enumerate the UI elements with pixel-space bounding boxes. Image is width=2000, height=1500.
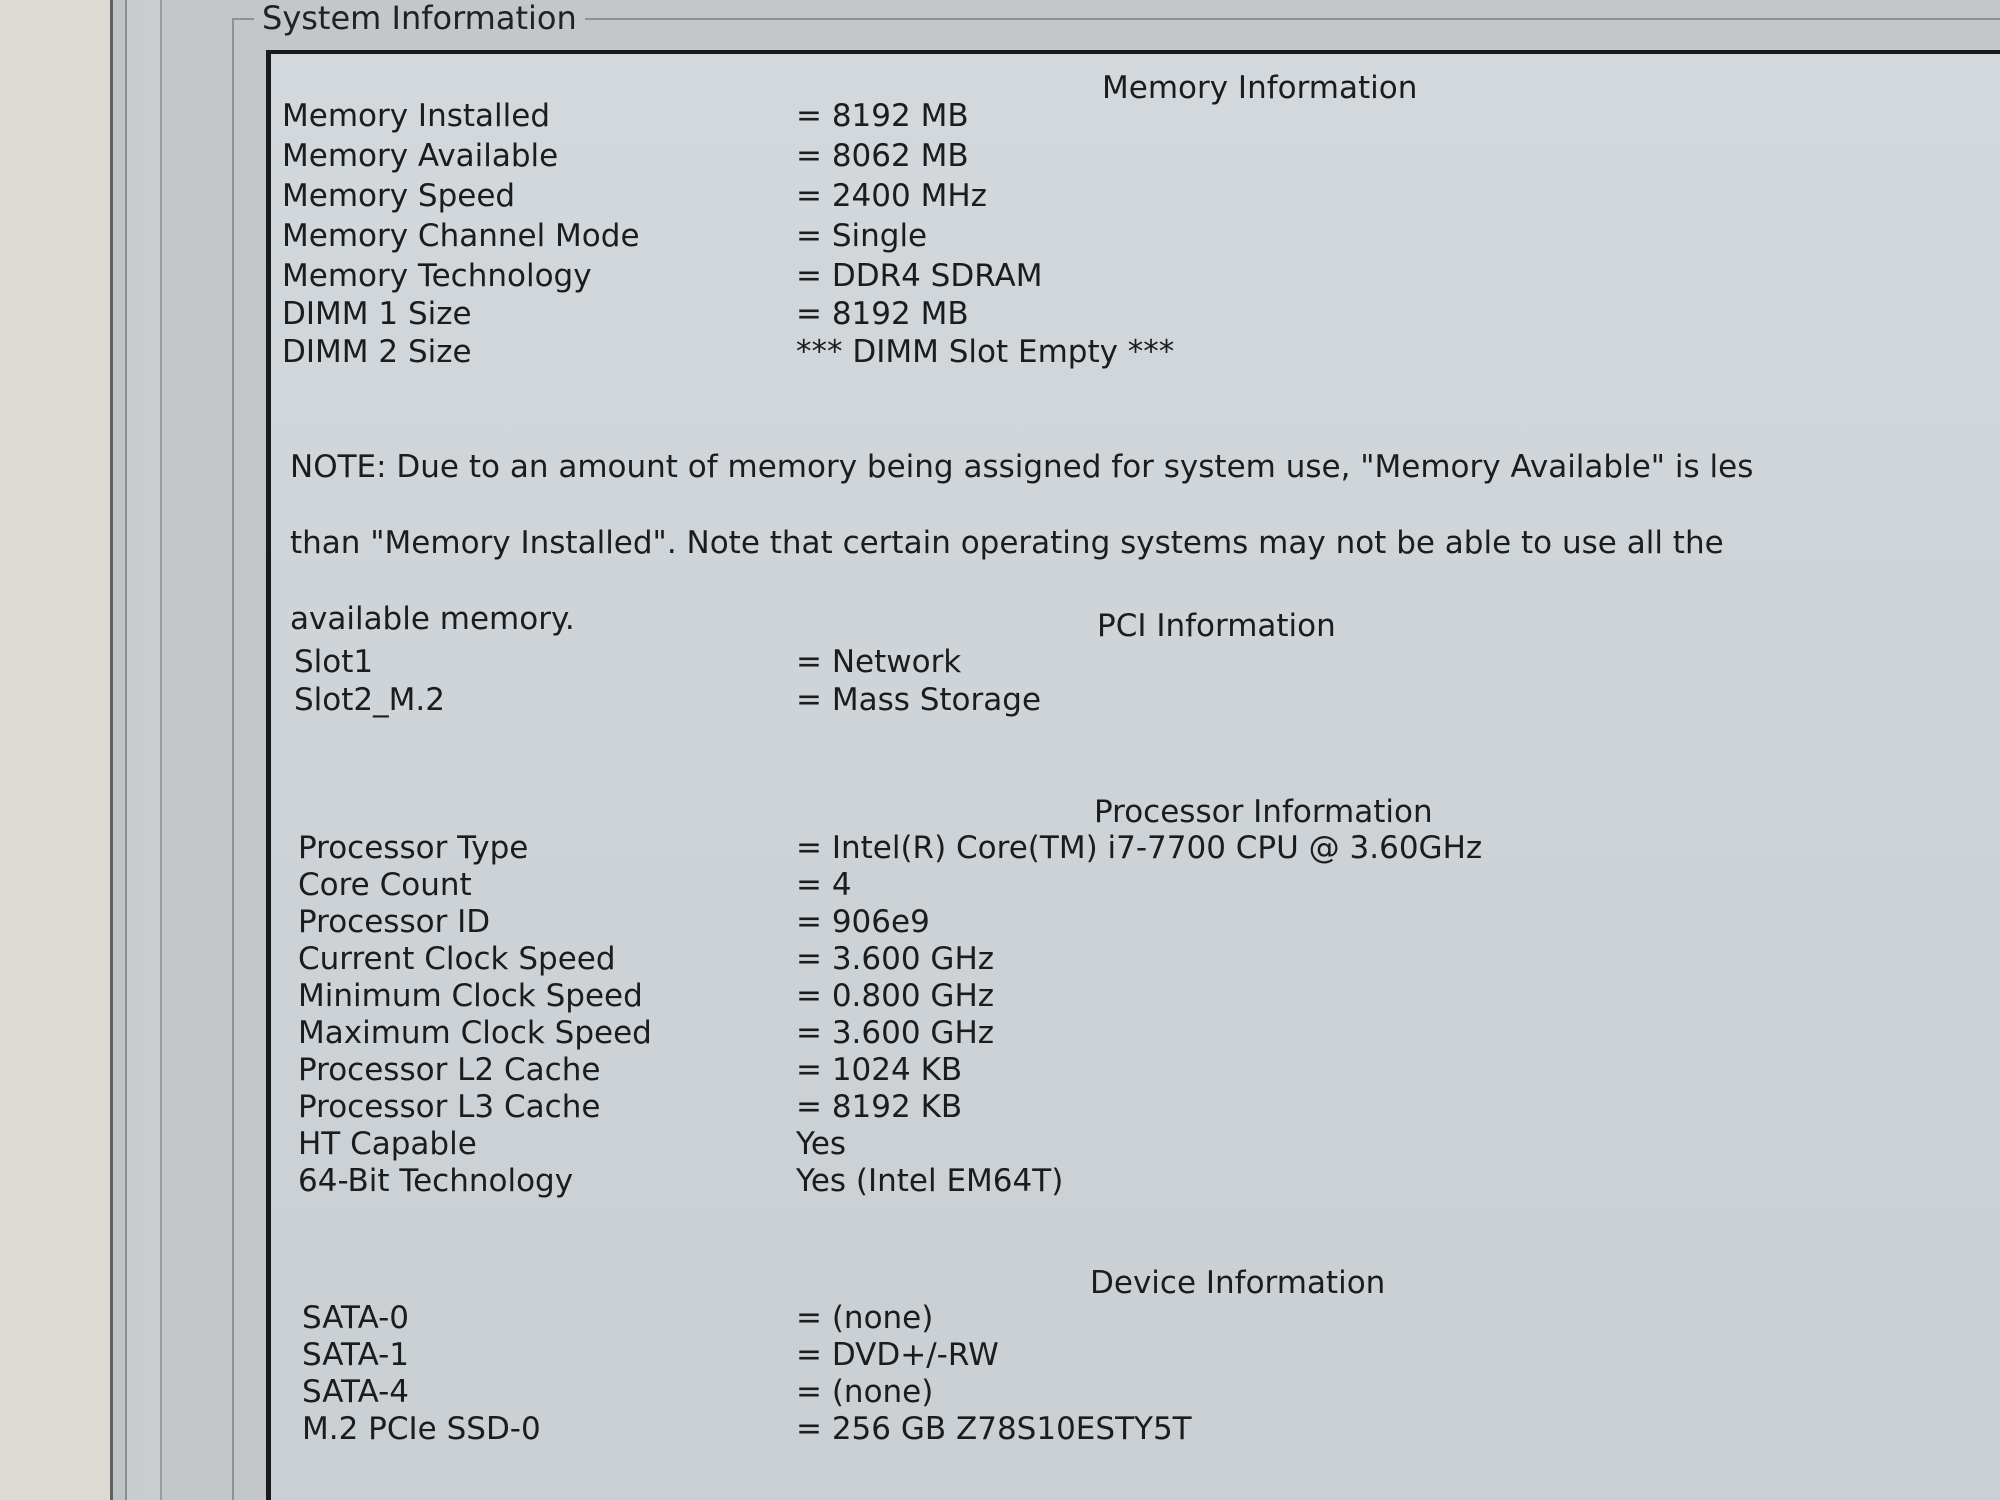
row-label: 64-Bit Technology: [298, 1163, 574, 1199]
row-label: Memory Channel Mode: [282, 218, 640, 254]
row-value: = DVD+/-RW: [796, 1337, 999, 1373]
row-label: Memory Speed: [282, 178, 516, 214]
row-value: *** DIMM Slot Empty ***: [796, 334, 1175, 370]
row-label: SATA-4: [302, 1374, 410, 1410]
row-value: = 8192 MB: [796, 98, 969, 134]
group-title: System Information: [254, 0, 585, 36]
row-label: DIMM 2 Size: [282, 334, 472, 370]
row-value: = 0.800 GHz: [796, 978, 995, 1014]
row-label: SATA-1: [302, 1337, 410, 1373]
row-value: Yes (Intel EM64T): [796, 1163, 1064, 1199]
row-value: = 256 GB Z78S10ESTY5T: [796, 1411, 1192, 1447]
row-label: Memory Installed: [282, 98, 550, 134]
pane-divider: [113, 0, 127, 1500]
row-label: Slot1: [294, 644, 374, 680]
row-value: = DDR4 SDRAM: [796, 258, 1043, 294]
row-label: M.2 PCIe SSD-0: [302, 1411, 541, 1447]
device-section-title: Device Information: [1090, 1265, 1386, 1301]
row-label: Memory Available: [282, 138, 559, 174]
pci-section-title: PCI Information: [1097, 608, 1336, 644]
row-label: Minimum Clock Speed: [298, 978, 643, 1014]
row-label: DIMM 1 Size: [282, 296, 472, 332]
row-label: Memory Technology: [282, 258, 592, 294]
processor-section-title: Processor Information: [1094, 794, 1433, 830]
row-value: = 906e9: [796, 904, 930, 940]
row-value: Yes: [796, 1126, 847, 1162]
row-label: HT Capable: [298, 1126, 477, 1162]
row-value: = Network: [796, 644, 962, 680]
memory-section-title: Memory Information: [1102, 70, 1418, 106]
row-value: = (none): [796, 1374, 934, 1410]
row-value: = Mass Storage: [796, 682, 1042, 718]
row-value: = (none): [796, 1300, 934, 1336]
row-value: = 4: [796, 867, 852, 903]
row-label: SATA-0: [302, 1300, 410, 1336]
row-label: Maximum Clock Speed: [298, 1015, 652, 1051]
row-label: Core Count: [298, 867, 472, 903]
row-label: Current Clock Speed: [298, 941, 616, 977]
row-label: Processor ID: [298, 904, 491, 940]
row-value: = 8192 KB: [796, 1089, 963, 1125]
memory-note-line: available memory.: [290, 601, 575, 637]
row-value: = 2400 MHz: [796, 178, 987, 214]
row-value: = 8192 MB: [796, 296, 969, 332]
memory-note-line: than "Memory Installed". Note that certain operating systems may not be able to use all the: [290, 525, 1724, 561]
row-label: Processor Type: [298, 830, 529, 866]
row-value: = Single: [796, 218, 928, 254]
row-value: = 8062 MB: [796, 138, 969, 174]
row-value: = 3.600 GHz: [796, 1015, 995, 1051]
row-value: = 3.600 GHz: [796, 941, 995, 977]
settings-tree-pane[interactable]: [0, 0, 113, 1500]
memory-note-line: NOTE: Due to an amount of memory being assigned for system use, "Memory Available" is les: [290, 449, 1754, 485]
row-label: Processor L3 Cache: [298, 1089, 601, 1125]
row-value: = Intel(R) Core(TM) i7-7700 CPU @ 3.60GHz: [796, 830, 1483, 866]
row-label: Slot2_M.2: [294, 682, 445, 718]
row-label: Processor L2 Cache: [298, 1052, 601, 1088]
row-value: = 1024 KB: [796, 1052, 963, 1088]
